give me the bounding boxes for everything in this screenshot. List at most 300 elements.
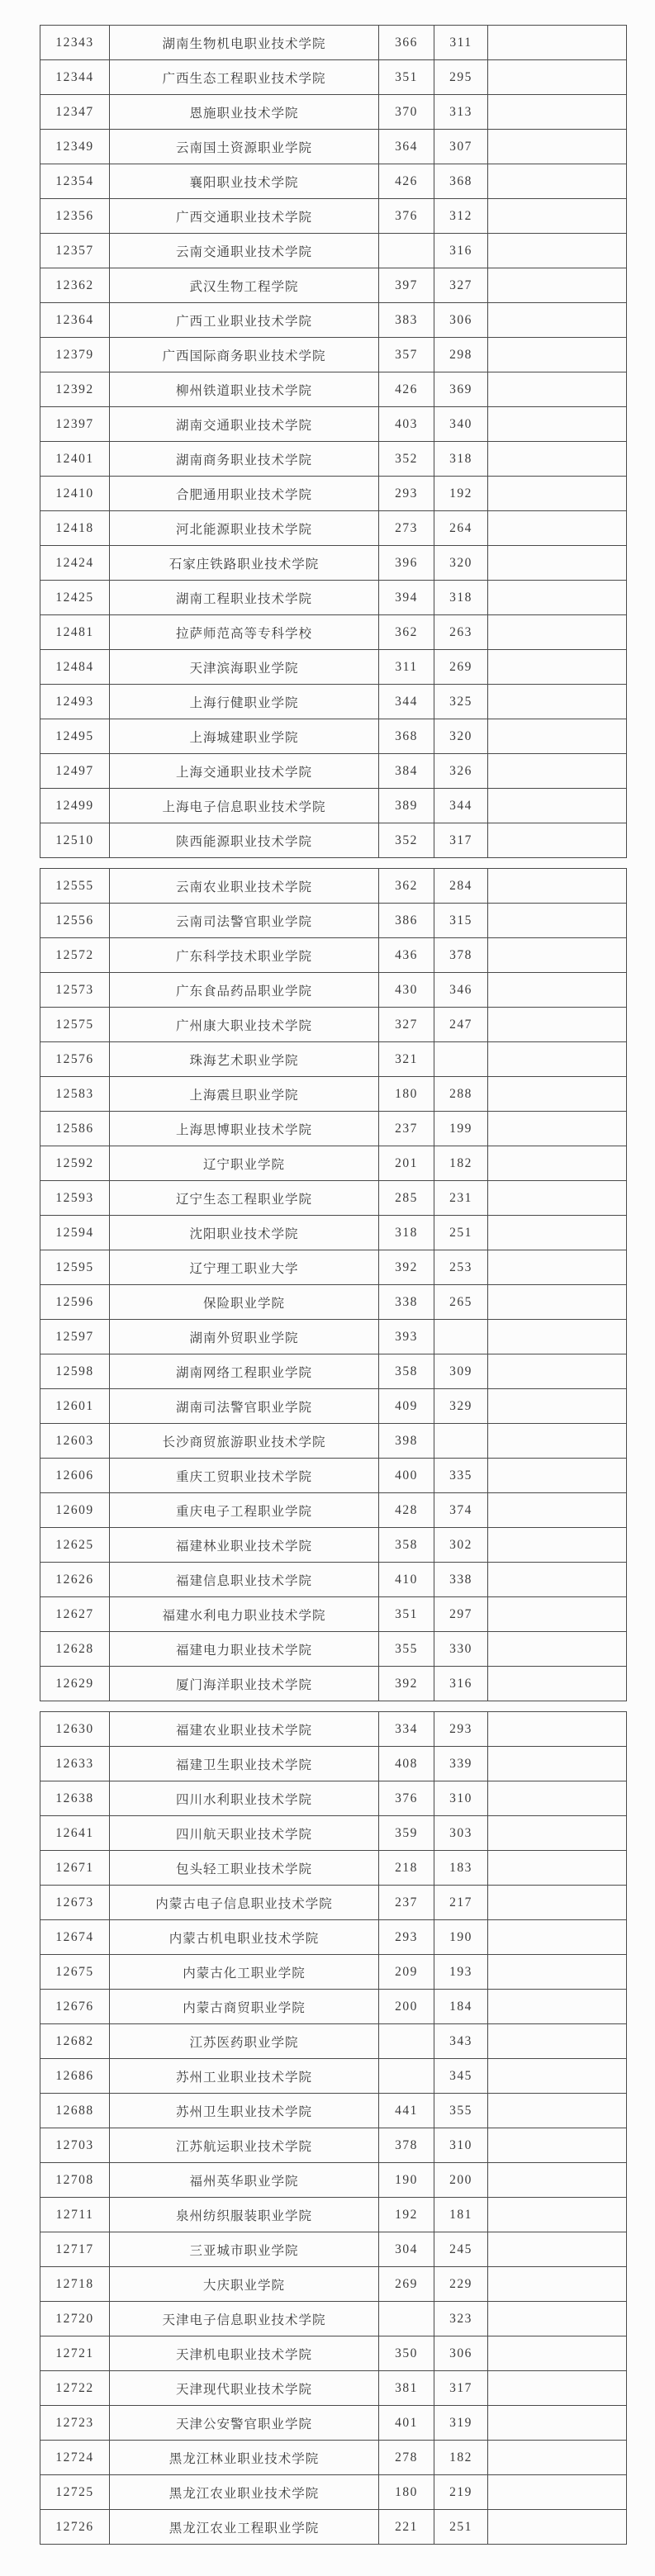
college-name: 云南国土资源职业学院 <box>110 130 379 164</box>
college-code: 12671 <box>40 1851 110 1886</box>
score-2: 192 <box>434 477 488 511</box>
college-code: 12592 <box>40 1146 110 1181</box>
score-1: 350 <box>379 2336 434 2371</box>
college-code: 12576 <box>40 1042 110 1077</box>
score-2: 307 <box>434 130 488 164</box>
score-table-body-2 <box>40 869 627 1701</box>
score-2: 310 <box>434 2128 488 2163</box>
score-table-body-3 <box>40 1712 627 2545</box>
score-2: 253 <box>434 1250 488 1285</box>
table-row <box>40 1042 627 1077</box>
empty-cell <box>488 823 627 858</box>
college-name: 泉州纺织服装职业学院 <box>110 2198 379 2232</box>
table-row <box>40 130 627 164</box>
college-code: 12343 <box>40 26 110 60</box>
score-1: 190 <box>379 2163 434 2198</box>
table-row <box>40 1112 627 1146</box>
college-name: 恩施职业技术学院 <box>110 95 379 130</box>
college-code: 12364 <box>40 303 110 338</box>
score-1: 370 <box>379 95 434 130</box>
score-2: 335 <box>434 1459 488 1493</box>
score-2: 306 <box>434 2336 488 2371</box>
table-row <box>40 2059 627 2094</box>
college-code: 12356 <box>40 199 110 234</box>
college-code: 12726 <box>40 2510 110 2545</box>
empty-cell <box>488 546 627 581</box>
empty-cell <box>488 1181 627 1216</box>
empty-cell <box>488 1250 627 1285</box>
college-code: 12676 <box>40 1990 110 2024</box>
table-row <box>40 1008 627 1042</box>
college-name: 保险职业学院 <box>110 1285 379 1320</box>
score-1: 218 <box>379 1851 434 1886</box>
table-row <box>40 442 627 477</box>
score-2: 313 <box>434 95 488 130</box>
college-code: 12573 <box>40 973 110 1008</box>
score-2: 310 <box>434 1781 488 1816</box>
score-1 <box>379 2024 434 2059</box>
score-1: 355 <box>379 1632 434 1667</box>
score-1: 366 <box>379 26 434 60</box>
empty-cell <box>488 1632 627 1667</box>
college-name: 天津机电职业技术学院 <box>110 2336 379 2371</box>
score-2: 318 <box>434 581 488 615</box>
college-code: 12597 <box>40 1320 110 1354</box>
table-row <box>40 2094 627 2128</box>
score-2: 199 <box>434 1112 488 1146</box>
score-2: 315 <box>434 904 488 938</box>
table-row <box>40 338 627 372</box>
college-code: 12723 <box>40 2406 110 2441</box>
score-1: 237 <box>379 1886 434 1920</box>
empty-cell <box>488 2232 627 2267</box>
score-1: 293 <box>379 477 434 511</box>
college-code: 12708 <box>40 2163 110 2198</box>
college-name: 上海电子信息职业技术学院 <box>110 789 379 823</box>
empty-cell <box>488 2475 627 2510</box>
score-2: 344 <box>434 789 488 823</box>
empty-cell <box>488 268 627 303</box>
score-1: 383 <box>379 303 434 338</box>
college-name: 厦门海洋职业技术学院 <box>110 1667 379 1701</box>
score-2: 312 <box>434 199 488 234</box>
score-2: 317 <box>434 2371 488 2406</box>
score-1: 401 <box>379 2406 434 2441</box>
table-row <box>40 2371 627 2406</box>
table-row <box>40 1632 627 1667</box>
score-2 <box>434 1320 488 1354</box>
score-1: 285 <box>379 1181 434 1216</box>
score-1: 426 <box>379 164 434 199</box>
college-name: 上海交通职业技术学院 <box>110 754 379 789</box>
college-name: 广西生态工程职业技术学院 <box>110 60 379 95</box>
score-1: 410 <box>379 1563 434 1597</box>
empty-cell <box>488 904 627 938</box>
score-1: 394 <box>379 581 434 615</box>
college-name: 重庆工贸职业技术学院 <box>110 1459 379 1493</box>
college-name: 四川水利职业技术学院 <box>110 1781 379 1816</box>
table-row <box>40 2510 627 2545</box>
college-code: 12722 <box>40 2371 110 2406</box>
score-1: 321 <box>379 1042 434 1077</box>
table-row <box>40 1886 627 1920</box>
college-name: 武汉生物工程学院 <box>110 268 379 303</box>
table-row <box>40 1250 627 1285</box>
empty-cell <box>488 685 627 719</box>
score-2: 340 <box>434 407 488 442</box>
score-2: 329 <box>434 1389 488 1424</box>
score-1: 200 <box>379 1990 434 2024</box>
empty-cell <box>488 1781 627 1816</box>
score-2 <box>434 1042 488 1077</box>
score-1: 396 <box>379 546 434 581</box>
college-name: 湖南交通职业技术学院 <box>110 407 379 442</box>
score-1: 362 <box>379 615 434 650</box>
college-code: 12595 <box>40 1250 110 1285</box>
empty-cell <box>488 338 627 372</box>
college-name: 拉萨师范高等专科学校 <box>110 615 379 650</box>
score-2: 316 <box>434 1667 488 1701</box>
score-2: 316 <box>434 234 488 268</box>
score-1: 397 <box>379 268 434 303</box>
college-name: 广东科学技术职业学院 <box>110 938 379 973</box>
score-2: 355 <box>434 2094 488 2128</box>
empty-cell <box>488 1955 627 1990</box>
college-code: 12401 <box>40 442 110 477</box>
score-1: 376 <box>379 1781 434 1816</box>
college-name: 苏州卫生职业技术学院 <box>110 2094 379 2128</box>
table-row <box>40 1181 627 1216</box>
college-code: 12609 <box>40 1493 110 1528</box>
score-1: 351 <box>379 1597 434 1632</box>
empty-cell <box>488 372 627 407</box>
college-name: 福建卫生职业技术学院 <box>110 1747 379 1781</box>
table-row <box>40 199 627 234</box>
college-name: 三亚城市职业学院 <box>110 2232 379 2267</box>
college-code: 12625 <box>40 1528 110 1563</box>
college-name: 黑龙江农业工程职业学院 <box>110 2510 379 2545</box>
college-code: 12603 <box>40 1424 110 1459</box>
score-1: 381 <box>379 2371 434 2406</box>
empty-cell <box>488 2024 627 2059</box>
college-code: 12593 <box>40 1181 110 1216</box>
empty-cell <box>488 442 627 477</box>
table-row <box>40 615 627 650</box>
college-name: 湖南商务职业技术学院 <box>110 442 379 477</box>
empty-cell <box>488 26 627 60</box>
college-name: 江苏医药职业学院 <box>110 2024 379 2059</box>
empty-cell <box>488 1851 627 1886</box>
score-1: 362 <box>379 869 434 904</box>
college-code: 12425 <box>40 581 110 615</box>
empty-cell <box>488 2198 627 2232</box>
table-row <box>40 754 627 789</box>
college-name: 上海行健职业学院 <box>110 685 379 719</box>
score-2: 338 <box>434 1563 488 1597</box>
empty-cell <box>488 477 627 511</box>
empty-cell <box>488 2059 627 2094</box>
college-code: 12555 <box>40 869 110 904</box>
score-2: 269 <box>434 650 488 685</box>
table-row <box>40 973 627 1008</box>
table-row <box>40 650 627 685</box>
empty-cell <box>488 1389 627 1424</box>
empty-cell <box>488 1667 627 1701</box>
college-code: 12497 <box>40 754 110 789</box>
college-name: 福建信息职业技术学院 <box>110 1563 379 1597</box>
score-2: 339 <box>434 1747 488 1781</box>
score-2: 265 <box>434 1285 488 1320</box>
score-table-block-1 <box>40 25 627 858</box>
score-1: 352 <box>379 442 434 477</box>
score-1: 327 <box>379 1008 434 1042</box>
score-2: 181 <box>434 2198 488 2232</box>
college-name: 云南司法警官职业学院 <box>110 904 379 938</box>
score-2: 190 <box>434 1920 488 1955</box>
score-2: 298 <box>434 338 488 372</box>
college-code: 12718 <box>40 2267 110 2302</box>
table-row <box>40 1320 627 1354</box>
table-row <box>40 26 627 60</box>
empty-cell <box>488 1459 627 1493</box>
empty-cell <box>488 1424 627 1459</box>
table-row <box>40 2163 627 2198</box>
score-2: 374 <box>434 1493 488 1528</box>
score-2: 182 <box>434 2441 488 2475</box>
college-name: 襄阳职业技术学院 <box>110 164 379 199</box>
score-table-body-1 <box>40 26 627 858</box>
table-row <box>40 1563 627 1597</box>
empty-cell <box>488 973 627 1008</box>
empty-cell <box>488 719 627 754</box>
college-name: 辽宁生态工程职业学院 <box>110 1181 379 1216</box>
score-2: 309 <box>434 1354 488 1389</box>
college-name: 福建农业职业技术学院 <box>110 1712 379 1747</box>
college-code: 12724 <box>40 2441 110 2475</box>
score-2: 217 <box>434 1886 488 1920</box>
score-2: 302 <box>434 1528 488 1563</box>
college-name: 云南交通职业技术学院 <box>110 234 379 268</box>
college-code: 12495 <box>40 719 110 754</box>
score-2: 200 <box>434 2163 488 2198</box>
empty-cell <box>488 164 627 199</box>
college-name: 合肥通用职业技术学院 <box>110 477 379 511</box>
college-code: 12362 <box>40 268 110 303</box>
score-2: 330 <box>434 1632 488 1667</box>
score-2: 303 <box>434 1816 488 1851</box>
score-1: 334 <box>379 1712 434 1747</box>
score-1: 441 <box>379 2094 434 2128</box>
empty-cell <box>488 199 627 234</box>
college-code: 12344 <box>40 60 110 95</box>
table-row <box>40 268 627 303</box>
college-name: 石家庄铁路职业技术学院 <box>110 546 379 581</box>
score-2: 264 <box>434 511 488 546</box>
table-row <box>40 1712 627 1747</box>
table-row <box>40 904 627 938</box>
college-name: 内蒙古机电职业技术学院 <box>110 1920 379 1955</box>
college-name: 内蒙古商贸职业学院 <box>110 1990 379 2024</box>
table-row <box>40 1424 627 1459</box>
score-2: 251 <box>434 1216 488 1250</box>
score-1: 221 <box>379 2510 434 2545</box>
college-code: 12493 <box>40 685 110 719</box>
college-name: 广西交通职业技术学院 <box>110 199 379 234</box>
empty-cell <box>488 1146 627 1181</box>
empty-cell <box>488 60 627 95</box>
score-1: 357 <box>379 338 434 372</box>
score-2: 318 <box>434 442 488 477</box>
table-row <box>40 1285 627 1320</box>
table-row <box>40 1990 627 2024</box>
score-1: 386 <box>379 904 434 938</box>
score-1: 398 <box>379 1424 434 1459</box>
college-name: 河北能源职业技术学院 <box>110 511 379 546</box>
college-name: 福建电力职业技术学院 <box>110 1632 379 1667</box>
college-code: 12586 <box>40 1112 110 1146</box>
college-name: 黑龙江农业职业技术学院 <box>110 2475 379 2510</box>
empty-cell <box>488 938 627 973</box>
score-2: 297 <box>434 1597 488 1632</box>
empty-cell <box>488 1354 627 1389</box>
score-2: 229 <box>434 2267 488 2302</box>
empty-cell <box>488 1597 627 1632</box>
empty-cell <box>488 2371 627 2406</box>
empty-cell <box>488 2336 627 2371</box>
score-2: 343 <box>434 2024 488 2059</box>
score-1: 359 <box>379 1816 434 1851</box>
score-1: 304 <box>379 2232 434 2267</box>
score-2: 288 <box>434 1077 488 1112</box>
empty-cell <box>488 2441 627 2475</box>
college-code: 12628 <box>40 1632 110 1667</box>
score-1 <box>379 2302 434 2336</box>
college-code: 12583 <box>40 1077 110 1112</box>
score-1: 384 <box>379 754 434 789</box>
score-2: 182 <box>434 1146 488 1181</box>
table-row <box>40 823 627 858</box>
college-name: 广西国际商务职业技术学院 <box>110 338 379 372</box>
empty-cell <box>488 1216 627 1250</box>
empty-cell <box>488 1528 627 1563</box>
score-1: 430 <box>379 973 434 1008</box>
score-2: 323 <box>434 2302 488 2336</box>
college-name: 重庆电子工程职业学院 <box>110 1493 379 1528</box>
college-code: 12675 <box>40 1955 110 1990</box>
table-row <box>40 1146 627 1181</box>
score-2: 295 <box>434 60 488 95</box>
college-code: 12499 <box>40 789 110 823</box>
score-1: 237 <box>379 1112 434 1146</box>
score-2: 346 <box>434 973 488 1008</box>
college-code: 12626 <box>40 1563 110 1597</box>
score-2: 369 <box>434 372 488 407</box>
college-name: 珠海艺术职业学院 <box>110 1042 379 1077</box>
score-1: 403 <box>379 407 434 442</box>
empty-cell <box>488 2510 627 2545</box>
college-code: 12629 <box>40 1667 110 1701</box>
score-1: 180 <box>379 2475 434 2510</box>
college-name: 湖南外贸职业学院 <box>110 1320 379 1354</box>
empty-cell <box>488 1320 627 1354</box>
college-code: 12720 <box>40 2302 110 2336</box>
college-name: 柳州铁道职业技术学院 <box>110 372 379 407</box>
empty-cell <box>488 869 627 904</box>
empty-cell <box>488 2128 627 2163</box>
empty-cell <box>488 1886 627 1920</box>
college-code: 12673 <box>40 1886 110 1920</box>
college-code: 12682 <box>40 2024 110 2059</box>
college-name: 福州英华职业学院 <box>110 2163 379 2198</box>
score-1: 351 <box>379 60 434 95</box>
score-table-block-3 <box>40 1711 627 2545</box>
table-row <box>40 2128 627 2163</box>
score-1: 318 <box>379 1216 434 1250</box>
college-name: 上海震旦职业学院 <box>110 1077 379 1112</box>
table-row <box>40 1077 627 1112</box>
score-1: 389 <box>379 789 434 823</box>
empty-cell <box>488 1816 627 1851</box>
score-1: 400 <box>379 1459 434 1493</box>
score-1: 338 <box>379 1285 434 1320</box>
score-1: 180 <box>379 1077 434 1112</box>
college-name: 天津现代职业技术学院 <box>110 2371 379 2406</box>
score-1: 344 <box>379 685 434 719</box>
college-code: 12641 <box>40 1816 110 1851</box>
score-2: 245 <box>434 2232 488 2267</box>
score-2: 378 <box>434 938 488 973</box>
college-name: 上海城建职业学院 <box>110 719 379 754</box>
college-code: 12633 <box>40 1747 110 1781</box>
table-row <box>40 1851 627 1886</box>
table-row <box>40 685 627 719</box>
empty-cell <box>488 1990 627 2024</box>
table-row <box>40 2232 627 2267</box>
table-row <box>40 1389 627 1424</box>
college-code: 12627 <box>40 1597 110 1632</box>
score-2: 325 <box>434 685 488 719</box>
score-1: 364 <box>379 130 434 164</box>
empty-cell <box>488 1920 627 1955</box>
table-row <box>40 581 627 615</box>
score-1: 209 <box>379 1955 434 1990</box>
table-row <box>40 869 627 904</box>
empty-cell <box>488 1712 627 1747</box>
score-1: 436 <box>379 938 434 973</box>
table-row <box>40 2406 627 2441</box>
score-2: 293 <box>434 1712 488 1747</box>
score-1: 368 <box>379 719 434 754</box>
table-row <box>40 1493 627 1528</box>
college-code: 12711 <box>40 2198 110 2232</box>
score-1: 426 <box>379 372 434 407</box>
score-2: 327 <box>434 268 488 303</box>
college-name: 黑龙江林业职业技术学院 <box>110 2441 379 2475</box>
college-name: 辽宁职业学院 <box>110 1146 379 1181</box>
score-2: 368 <box>434 164 488 199</box>
table-row <box>40 546 627 581</box>
college-code: 12392 <box>40 372 110 407</box>
college-name: 内蒙古化工职业学院 <box>110 1955 379 1990</box>
college-code: 12674 <box>40 1920 110 1955</box>
score-2: 326 <box>434 754 488 789</box>
table-row <box>40 2198 627 2232</box>
college-name: 云南农业职业技术学院 <box>110 869 379 904</box>
college-code: 12630 <box>40 1712 110 1747</box>
college-code: 12575 <box>40 1008 110 1042</box>
college-name: 广州康大职业技术学院 <box>110 1008 379 1042</box>
college-name: 湖南生物机电职业技术学院 <box>110 26 379 60</box>
